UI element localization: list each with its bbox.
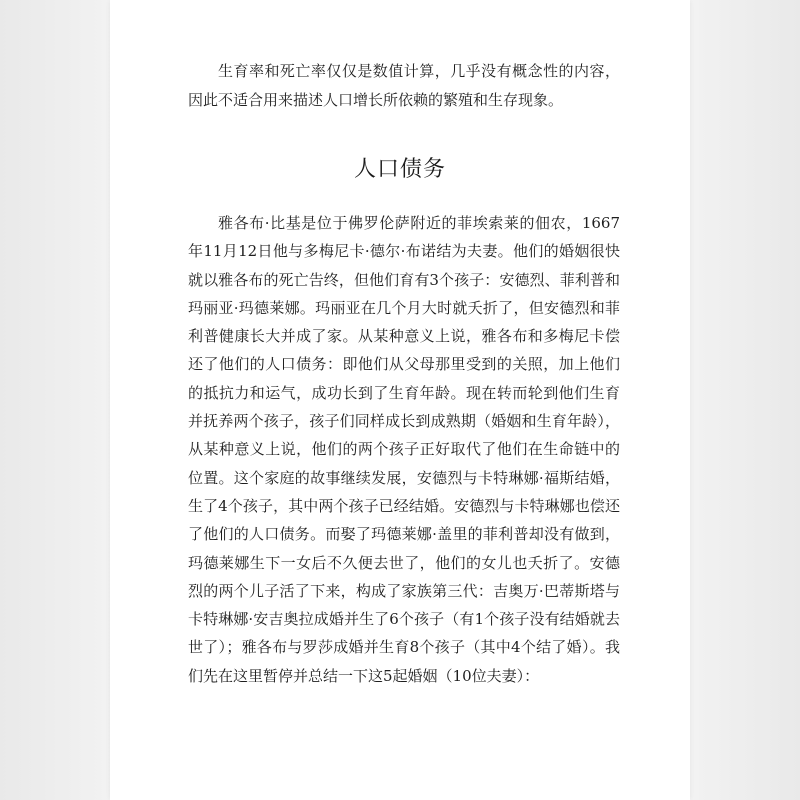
body-paragraph: 雅各布·比基是位于佛罗伦萨附近的菲埃索莱的佃农，1667年11月12日他与多梅尼卡·德尔·布诺结为夫妻。他们的婚姻很快就以雅各布的死亡告终，但他们育有3个孩子：安德烈、菲利普和玛丽亚·玛德莱娜。玛丽亚在几个月大时就夭折了，但安德烈和菲利普健康长大并成了家。从某种意义上说，雅各布和多梅尼卡偿还了他们的人口债务：即他们从父母那里受到的关照，加上他们的抵抗力和运气，成功长到了生育年龄。现在转而轮到他们生育并抚养两个孩子，孩子们同样成长到成熟期（婚姻和生育年龄），从某种意义上说，他们的两个孩子正好取代了他们在生命链中的位置。这个家庭的故事继续发展，安德烈与卡特琳娜·福斯结婚，生了4个孩子，其中两个孩子已经结婚。安德烈与卡特琳娜也偿还了他们的人口债务。而娶了玛德莱娜·盖里的菲利普却没有做到，玛德莱娜生下一女后不久便去世了，他们的女儿也夭折了。安德烈的两个儿子活了下来，构成了家族第三代：吉奥万·巴蒂斯塔与卡特琳娜·安吉奥拉成婚并生了6个孩子（有1个孩子没有结婚就去世了）；雅各布与罗莎成婚并生育8个孩子（其中4个结了婚）。我们先在这里暂停并总结一下这5起婚姻（10位夫妻）： (188, 214, 620, 685)
section-body (188, 209, 620, 690)
book-page (110, 0, 690, 800)
intro-paragraph: 生育率和死亡率仅仅是数值计算，几乎没有概念性的内容，因此不适合用来描述人口增长所依赖的繁殖和生存现象。 (188, 62, 620, 109)
intro-text (188, 57, 620, 114)
section-heading: 人口债务 (353, 157, 446, 182)
